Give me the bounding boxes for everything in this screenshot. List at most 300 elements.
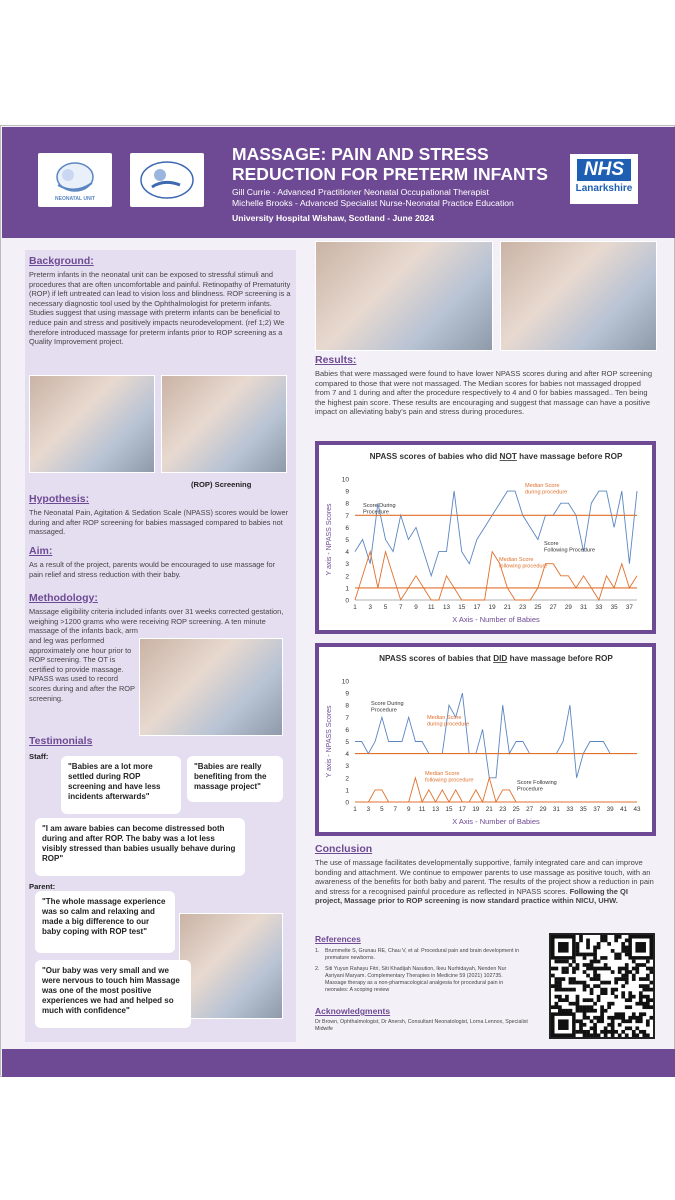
qr-module (646, 974, 650, 978)
qr-module (600, 1005, 604, 1009)
chart-title (370, 452, 623, 461)
qr-module (583, 970, 587, 974)
qr-module (625, 963, 629, 967)
qr-module (558, 998, 562, 1002)
qr-module (625, 946, 629, 950)
qr-module (649, 970, 653, 974)
qr-module (611, 1023, 615, 1027)
qr-module (586, 974, 590, 978)
qr-module (646, 988, 650, 992)
qr-module (593, 1026, 597, 1030)
x-tick-label: 35 (579, 806, 587, 813)
qr-module (593, 970, 597, 974)
staff-label: Staff: (29, 752, 49, 761)
qr-module (562, 970, 566, 974)
qr-module (590, 967, 594, 971)
qr-module (576, 967, 580, 971)
qr-module (635, 1033, 639, 1037)
qr-module (611, 1002, 615, 1006)
qr-module (621, 995, 625, 999)
qr-module (625, 953, 629, 957)
chart-annotation (363, 503, 396, 516)
qr-code-icon (551, 935, 653, 1037)
qr-module (632, 1030, 636, 1034)
qr-module (621, 1012, 625, 1016)
qr-module (586, 1033, 590, 1037)
x-tick-label: 3 (366, 806, 371, 813)
qr-module (614, 988, 618, 992)
qr-module (583, 981, 587, 985)
qr-module (583, 1009, 587, 1013)
qr-module (628, 991, 632, 995)
qr-module (579, 981, 583, 985)
qr-module (646, 1023, 650, 1027)
qr-module (576, 981, 580, 985)
baby-photo-1 (315, 241, 493, 351)
annotation-line: Following Procedure (544, 547, 595, 554)
conclusion-heading: Conclusion (315, 843, 373, 855)
aim-text: As a result of the project, parents would be encouraged to use massage for pain relief and stress reduction with their baby. (29, 560, 276, 579)
chart-no-massage-frame (315, 441, 656, 634)
qr-module (625, 977, 629, 981)
qr-module (625, 967, 629, 971)
qr-module (618, 977, 622, 981)
qr-module (576, 946, 580, 950)
qr-module (565, 988, 569, 992)
qr-module (628, 1016, 632, 1020)
qr-module (576, 998, 580, 1002)
x-tick-label: 5 (380, 806, 384, 813)
chart-title-part: NPASS scores of babies that (379, 654, 494, 663)
hypothesis-heading: Hypothesis: (29, 493, 90, 505)
staff-quote-1: "Babies are a lot more settled during ROP screening and have less incidents afterwards" (61, 756, 181, 814)
x-tick-label: 35 (610, 604, 618, 611)
qr-module (593, 953, 597, 957)
annotation-line: Procedure (363, 509, 389, 516)
qr-module (583, 1005, 587, 1009)
references-heading: References (315, 934, 361, 944)
qr-module (597, 1019, 601, 1023)
x-axis-title: X Axis - Number of Babies (452, 817, 540, 826)
rop-photo-1 (29, 375, 155, 473)
qr-module (646, 995, 650, 999)
qr-module (646, 977, 650, 981)
x-tick-label: 7 (398, 604, 403, 611)
x-tick-label: 9 (406, 806, 411, 813)
x-tick-label: 19 (472, 806, 480, 813)
qr-module (639, 984, 643, 988)
qr-module (642, 1033, 646, 1037)
qr-module (558, 984, 562, 988)
x-tick-label: 29 (539, 806, 547, 813)
parent-photo (179, 913, 283, 1019)
qr-module (583, 984, 587, 988)
qr-module (572, 977, 576, 981)
qr-module (590, 998, 594, 1002)
qr-module (646, 1002, 650, 1006)
qr-module (621, 946, 625, 950)
qr-module (590, 953, 594, 957)
qr-module (639, 1002, 643, 1006)
annotation-line: during procedure (427, 721, 470, 728)
qr-module (551, 984, 555, 988)
qr-module (555, 995, 559, 999)
qr-module (600, 981, 604, 985)
qr-module (593, 974, 597, 978)
qr-module (597, 974, 601, 978)
qr-module (625, 949, 629, 953)
qr-module (579, 1019, 583, 1023)
conclusion-text (315, 858, 657, 906)
qr-module (649, 981, 653, 985)
qr-module (621, 1030, 625, 1034)
qr-module (597, 942, 601, 946)
chart-annotation (427, 715, 469, 728)
y-tick-label: 6 (345, 726, 349, 734)
qr-module (607, 981, 611, 985)
qr-module (565, 1009, 569, 1013)
y-tick-label: 5 (345, 739, 349, 746)
qr-module (642, 963, 646, 967)
parent-label: Parent: (29, 882, 56, 891)
chart-title-part: have massage before ROP (507, 654, 613, 663)
x-tick-label: 17 (458, 806, 466, 813)
qr-module (635, 1019, 639, 1023)
qr-module (600, 1009, 604, 1013)
qr-module (600, 967, 604, 971)
qr-module (618, 970, 622, 974)
qr-module (614, 953, 618, 957)
qr-module (558, 1005, 562, 1009)
qr-module (635, 1026, 639, 1030)
chart-massage (319, 647, 652, 832)
qr-module (614, 939, 618, 943)
qr-module (600, 956, 604, 960)
x-tick-label: 27 (549, 604, 557, 611)
qr-module (611, 1019, 615, 1023)
qr-module (635, 1002, 639, 1006)
qr-module (628, 1019, 632, 1023)
qr-module (562, 1009, 566, 1013)
qr-module (625, 974, 629, 978)
qr-module (597, 1016, 601, 1020)
qr-module (607, 942, 611, 946)
qr-module (562, 977, 566, 981)
qr-module (593, 1009, 597, 1013)
qr-module (593, 949, 597, 953)
qr-module (604, 967, 608, 971)
qr-module (551, 1005, 555, 1009)
qr-module (632, 1012, 636, 1016)
y-tick-label: 1 (345, 585, 349, 593)
hospital-logo (38, 153, 112, 207)
qr-module (642, 977, 646, 981)
qr-module (590, 960, 594, 964)
x-tick-label: 13 (442, 604, 450, 611)
qr-module (604, 1030, 608, 1034)
qr-module (593, 1016, 597, 1020)
qr-module (579, 935, 583, 939)
qr-module (583, 963, 587, 967)
qr-module (593, 1030, 597, 1034)
qr-module (576, 942, 580, 946)
qr-module (555, 1002, 559, 1006)
poster (0, 125, 675, 1077)
qr-module (558, 981, 562, 985)
chart-title-part: DID (493, 654, 508, 663)
qr-module (632, 967, 636, 971)
y-tick-label: 4 (345, 751, 349, 759)
x-tick-label: 33 (566, 806, 574, 813)
background-heading: Background: (29, 255, 94, 267)
qr-module (586, 953, 590, 957)
qr-module (618, 953, 622, 957)
qr-module (590, 1005, 594, 1009)
qr-module (642, 1030, 646, 1034)
qr-code[interactable] (549, 933, 655, 1039)
annotation-line: Score During (371, 701, 404, 707)
qr-module (611, 970, 615, 974)
qr-module (586, 963, 590, 967)
qr-module (604, 988, 608, 992)
qr-module (565, 995, 569, 999)
qr-module (646, 1005, 650, 1009)
x-axis-title: X Axis - Number of Babies (452, 615, 540, 624)
methodology-heading: Methodology: (29, 592, 98, 604)
x-tick-label: 5 (383, 604, 388, 611)
x-tick-label: 41 (620, 806, 628, 813)
rop-photo-2 (161, 375, 287, 473)
qr-module (607, 1002, 611, 1006)
qr-module (611, 949, 615, 953)
qr-module (565, 960, 569, 964)
qr-module (555, 977, 559, 981)
y-tick-label: 2 (345, 573, 349, 581)
qr-module (555, 960, 559, 964)
staff-quote-2: "Babies are really benefiting from the massage project" (187, 756, 283, 802)
x-tick-label: 23 (519, 604, 527, 611)
series-score-following (355, 778, 637, 802)
qr-module (611, 1030, 615, 1034)
chart-annotation (425, 771, 474, 784)
qr-module (621, 1016, 625, 1020)
qr-module (642, 984, 646, 988)
qr-module (639, 1012, 643, 1016)
parent-quote-2: "Our baby was very small and we were nervous to touch him Massage was one of the most positive experiences we had and helped so much with confidence" (35, 960, 191, 1028)
aim-heading: Aim: (29, 545, 53, 557)
x-tick-label: 3 (368, 604, 373, 611)
qr-module (583, 1030, 587, 1034)
qr-module (586, 1009, 590, 1013)
x-tick-label: 25 (534, 604, 542, 611)
annotation-line: Median Score (499, 557, 534, 563)
qr-module (607, 967, 611, 971)
qr-module (555, 1005, 559, 1009)
qr-module (642, 995, 646, 999)
annotation-line: Median Score (525, 483, 560, 489)
qr-module (628, 995, 632, 999)
qr-module (576, 963, 580, 967)
y-tick-label: 8 (345, 702, 349, 710)
qr-module (618, 1033, 622, 1037)
qr-module (586, 1030, 590, 1034)
qr-module (628, 970, 632, 974)
qr-module (583, 998, 587, 1002)
qr-module (579, 1030, 583, 1034)
x-tick-label: 21 (485, 806, 493, 813)
qr-module (586, 942, 590, 946)
qr-module (569, 963, 573, 967)
qr-module (555, 981, 559, 985)
qr-module (590, 991, 594, 995)
x-tick-label: 31 (580, 604, 588, 611)
annotation-line: following procedure (425, 777, 474, 784)
qr-module (628, 1005, 632, 1009)
qr-module (590, 1019, 594, 1023)
qr-module (649, 998, 653, 1002)
qr-module (646, 1033, 650, 1037)
left-column (25, 250, 296, 1042)
qr-module (639, 991, 643, 995)
location-date: University Hospital Wishaw, Scotland - June 2024 (232, 213, 435, 223)
qr-module (621, 974, 625, 978)
qr-module (625, 1033, 629, 1037)
y-tick-label: 0 (345, 799, 349, 807)
qr-module (600, 991, 604, 995)
qr-module (611, 1033, 615, 1037)
series-score-following (355, 552, 637, 600)
qr-module (600, 935, 604, 939)
author-2: Michelle Brooks - Advanced Specialist Nurse-Neonatal Practice Education (232, 198, 514, 208)
qr-module (579, 939, 583, 943)
y-tick-label: 4 (345, 549, 349, 557)
qr-module (639, 998, 643, 1002)
qr-module (597, 946, 601, 950)
qr-module (646, 967, 650, 971)
chart-title-part: NOT (499, 452, 517, 461)
qr-module (583, 953, 587, 957)
qr-module (586, 998, 590, 1002)
qr-module (649, 1005, 653, 1009)
qr-module (632, 974, 636, 978)
background-text: Preterm infants in the neonatal unit can be exposed to stressful stimuli and procedures that are often uncomfortable and painful. Retinopathy of Prematurity (ROP) if left untreated can lead to vision loss and blindness. ROP screening is a necessary diagnostic tool used by the Ophthalmologist for preterm infants. Studies suggest that using massage with preterm infants can be beneficial to reduce pain and stress and positively impacts neurodevelopment. (ref 1;2) We therefore introduced massage for preterm infants prior to ROP screening as a Quality Improvement project. (29, 270, 291, 347)
qr-module (586, 967, 590, 971)
chart-annotation (499, 557, 548, 570)
qr-module (593, 984, 597, 988)
qr-module (583, 988, 587, 992)
x-tick-label: 25 (512, 806, 520, 813)
annotation-line: Median Score (427, 715, 462, 721)
annotation-line: Score Following (517, 780, 557, 786)
network-logo (130, 153, 204, 207)
qr-module (614, 1012, 618, 1016)
x-tick-label: 29 (564, 604, 572, 611)
x-tick-label: 17 (473, 604, 481, 611)
qr-module (600, 988, 604, 992)
qr-module (607, 1016, 611, 1020)
qr-module (625, 970, 629, 974)
qr-module (611, 991, 615, 995)
annotation-line: following procedure (499, 563, 548, 570)
qr-module (604, 1009, 608, 1013)
qr-module (569, 1002, 573, 1006)
chart-no-massage (319, 445, 652, 630)
qr-module (642, 1002, 646, 1006)
qr-module (604, 963, 608, 967)
qr-module (632, 1016, 636, 1020)
qr-module (576, 953, 580, 957)
y-tick-label: 9 (345, 488, 349, 496)
x-tick-label: 37 (593, 806, 601, 813)
ack-heading: Acknowledgments (315, 1006, 391, 1016)
chart-annotation (544, 541, 595, 554)
chart-annotation (517, 780, 557, 793)
qr-module (562, 960, 566, 964)
qr-module (555, 984, 559, 988)
qr-module (632, 960, 636, 964)
qr-module (600, 1019, 604, 1023)
y-tick-label: 8 (345, 500, 349, 508)
y-tick-label: 3 (345, 763, 349, 771)
qr-module (597, 984, 601, 988)
chart-title (379, 654, 613, 663)
y-tick-label: 5 (345, 537, 349, 544)
qr-module (572, 1002, 576, 1006)
qr-module (639, 1019, 643, 1023)
chart-title-part: NPASS scores of babies who did (369, 452, 500, 461)
qr-module (590, 1009, 594, 1013)
qr-module (583, 1033, 587, 1037)
qr-module (583, 956, 587, 960)
qr-module (621, 1019, 625, 1023)
series-score-during (355, 491, 637, 576)
qr-module (593, 977, 597, 981)
qr-module (604, 1026, 608, 1030)
qr-module (583, 1012, 587, 1016)
qr-module (593, 960, 597, 964)
parent-quote-1: "The whole massage experience was so calm and relaxing and made a big difference to our baby coping with ROP test" (35, 891, 175, 953)
qr-module (562, 998, 566, 1002)
qr-module (579, 1009, 583, 1013)
qr-module (572, 970, 576, 974)
qr-module (611, 1026, 615, 1030)
qr-module (635, 967, 639, 971)
hypothesis-text: The Neonatal Pain, Agitation & Sedation Scale (NPASS) scores would be lower during and after ROP screening for babies massaged compared to babies not massaged. (29, 508, 289, 537)
qr-module (618, 935, 622, 939)
qr-module (625, 1026, 629, 1030)
qr-module (649, 1016, 653, 1020)
qr-module (642, 988, 646, 992)
y-tick-label: 2 (345, 775, 349, 783)
qr-module (628, 998, 632, 1002)
qr-module (614, 981, 618, 985)
qr-module (586, 939, 590, 943)
qr-module (614, 977, 618, 981)
qr-module (614, 1016, 618, 1020)
qr-module (600, 1030, 604, 1034)
methodology-text-2: and leg was performed approximately one hour prior to ROP screening. The OT is certified to provide massage. NPASS was used to record scores during and after the ROP screening. (29, 636, 135, 703)
qr-module (604, 956, 608, 960)
qr-module (604, 1033, 608, 1037)
qr-module (614, 995, 618, 999)
qr-module (600, 939, 604, 943)
y-axis-title: Y axis - NPASS Scores (326, 503, 333, 576)
qr-module (579, 1005, 583, 1009)
nhs-mark: NHS (577, 159, 631, 181)
logo-text: NEONATAL UNIT (55, 196, 95, 202)
baby-photo-2 (500, 241, 657, 351)
qr-module (632, 1033, 636, 1037)
